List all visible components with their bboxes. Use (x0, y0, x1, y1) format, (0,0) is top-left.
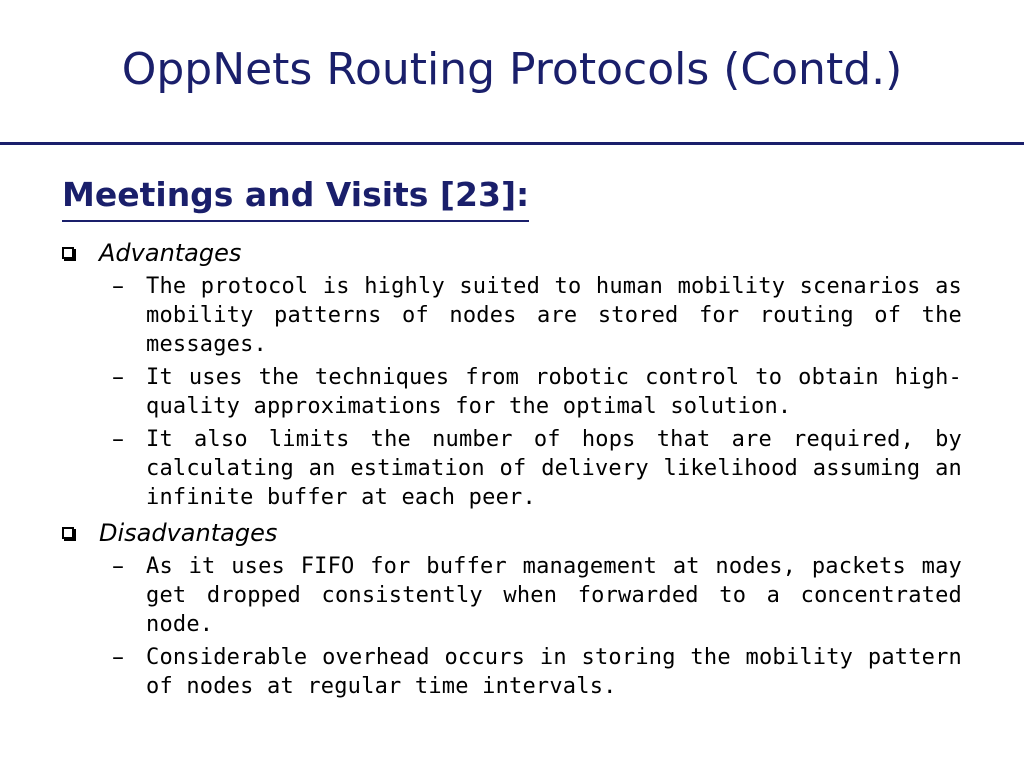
disadvantages-header (62, 516, 962, 550)
advantages-list (62, 272, 962, 512)
dash-bullet-icon: – (112, 552, 124, 580)
title-divider (0, 142, 1024, 145)
dash-bullet-icon: – (112, 643, 124, 671)
slide-content (62, 236, 962, 705)
list-item (62, 425, 962, 512)
list-item (62, 363, 962, 421)
dash-bullet-icon: – (112, 363, 124, 391)
list-item-text: It also limits the number of hops that are required, by calculating an estimation of delivery likelihood assuming an infinite buffer at each peer. (146, 427, 962, 510)
advantages-header (62, 236, 962, 270)
list-item-text: Considerable overhead occurs in storing the mobility pattern of nodes at regular time intervals. (146, 645, 962, 699)
disadvantages-group (62, 516, 962, 701)
dash-bullet-icon: – (112, 272, 124, 300)
checkbox-square-icon (62, 527, 74, 539)
dash-bullet-icon: – (112, 425, 124, 453)
list-item-text: The protocol is highly suited to human mobility scenarios as mobility patterns of nodes are stored for routing of the messages. (146, 274, 962, 357)
checkbox-square-icon (62, 247, 74, 259)
list-item (62, 552, 962, 639)
slide-title: OppNets Routing Protocols (Contd.) (121, 44, 903, 95)
disadvantages-label: Disadvantages (99, 519, 278, 547)
list-item (62, 643, 962, 701)
list-item-text: It uses the techniques from robotic control to obtain high-quality approximations for the optimal solution. (146, 365, 962, 419)
disadvantages-list (62, 552, 962, 701)
list-item-text: As it uses FIFO for buffer management at nodes, packets may get dropped consistently when forwarded to a concentrated node. (146, 554, 962, 637)
advantages-group (62, 236, 962, 512)
advantages-label: Advantages (99, 239, 242, 267)
list-item (62, 272, 962, 359)
section-heading: Meetings and Visits [23]: (62, 172, 529, 222)
